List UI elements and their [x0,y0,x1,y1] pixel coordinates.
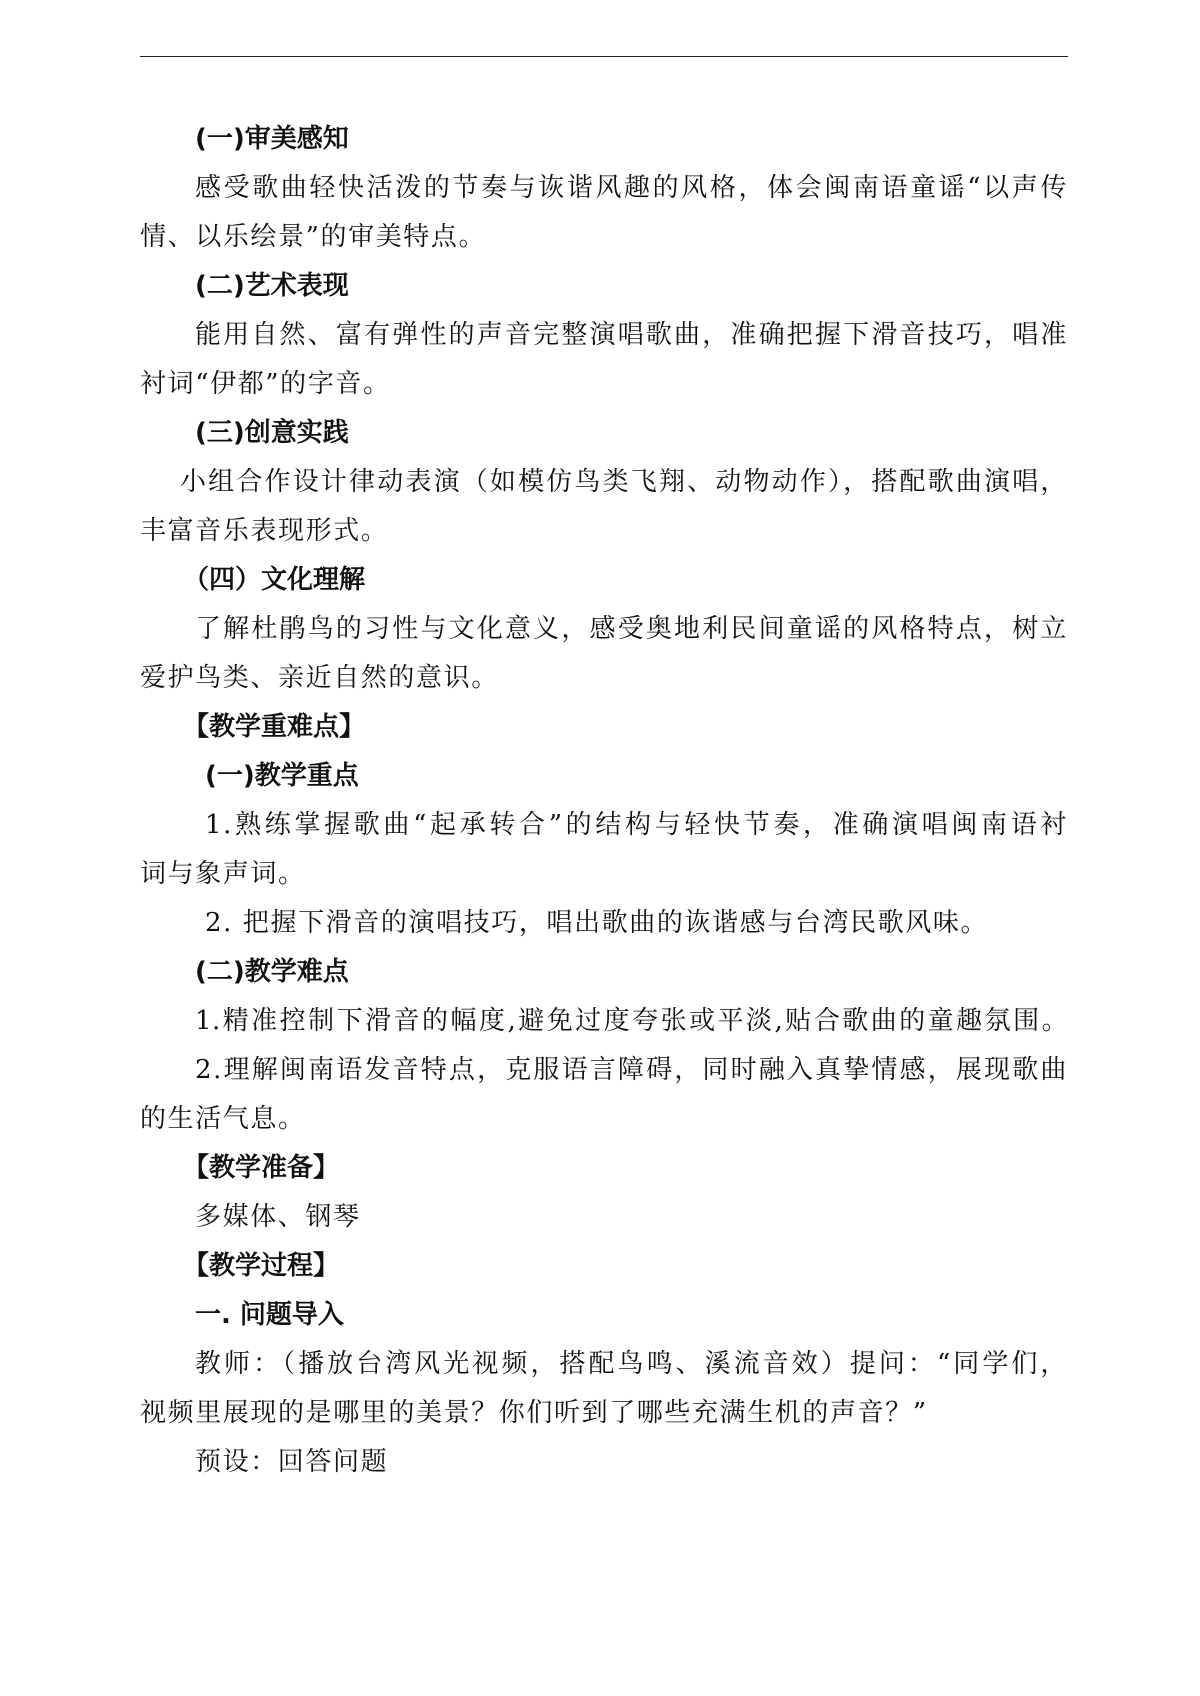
heading-teaching-preparation: 【教学准备】 [183,1153,340,1183]
heading-key-and-difficult-points: 【教学重难点】 [183,712,366,742]
culture-paragraph-line-2: 爱护鸟类、亲近自然的意识。 [140,663,499,693]
step-1-paragraph-line-2: 视频里展现的是哪里的美景？你们听到了哪些充满生机的声音？” [140,1398,928,1428]
step-1-paragraph-line-3: 预设：回答问题 [195,1447,389,1477]
heading-step-1-question-intro: 一. 问题导入 [195,1300,344,1330]
creative-paragraph-line-2: 丰富音乐表现形式。 [140,516,389,546]
heading-cultural-understanding: （四）文化理解 [183,565,366,595]
art-paragraph-line-2: 衬词“伊都”的字音。 [140,369,391,399]
difficult-point-2-line-2: 的生活气息。 [140,1104,306,1134]
art-paragraph-line-1: 能用自然、富有弹性的声音完整演唱歌曲，准确把握下滑音技巧，唱准 [195,320,1068,350]
aesthetic-paragraph-line-2: 情、以乐绘景”的审美特点。 [140,222,487,252]
culture-paragraph-line-1: 了解杜鹃鸟的习性与文化意义，感受奥地利民间童谣的风格特点，树立 [195,614,1068,644]
teaching-preparation-text: 多媒体、钢琴 [195,1202,361,1232]
heading-teaching-process: 【教学过程】 [183,1251,340,1281]
heading-teaching-key-points: (一)教学重点 [205,761,359,791]
key-point-2: 2. 把握下滑音的演唱技巧，唱出歌曲的诙谐感与台湾民歌风味。 [205,908,989,938]
heading-aesthetic-perception: (一)审美感知 [195,124,349,154]
difficult-point-2-line-1: 2.理解闽南语发音特点，克服语言障碍，同时融入真挚情感，展现歌曲 [195,1055,1068,1085]
key-point-1-line-2: 词与象声词。 [140,859,306,889]
creative-paragraph-line-1: 小组合作设计律动表演（如模仿鸟类飞翔、动物动作），搭配歌曲演唱， [180,467,1068,497]
step-1-paragraph-line-1: 教师：（播放台湾风光视频，搭配鸟鸣、溪流音效）提问：“同学们， [195,1349,1068,1379]
heading-creative-practice: (三)创意实践 [195,418,349,448]
aesthetic-paragraph-line-1: 感受歌曲轻快活泼的节奏与诙谐风趣的风格，体会闽南语童谣“以声传 [195,173,1068,203]
header-rule [140,56,1068,57]
key-point-1-line-1: 1.熟练掌握歌曲“起承转合”的结构与轻快节奏，准确演唱闽南语衬 [205,810,1068,840]
heading-artistic-expression: (二)艺术表现 [195,271,349,301]
heading-teaching-difficult-points: (二)教学难点 [195,957,349,987]
difficult-point-1: 1.精准控制下滑音的幅度,避免过度夸张或平淡,贴合歌曲的童趣氛围。 [195,1006,1068,1036]
